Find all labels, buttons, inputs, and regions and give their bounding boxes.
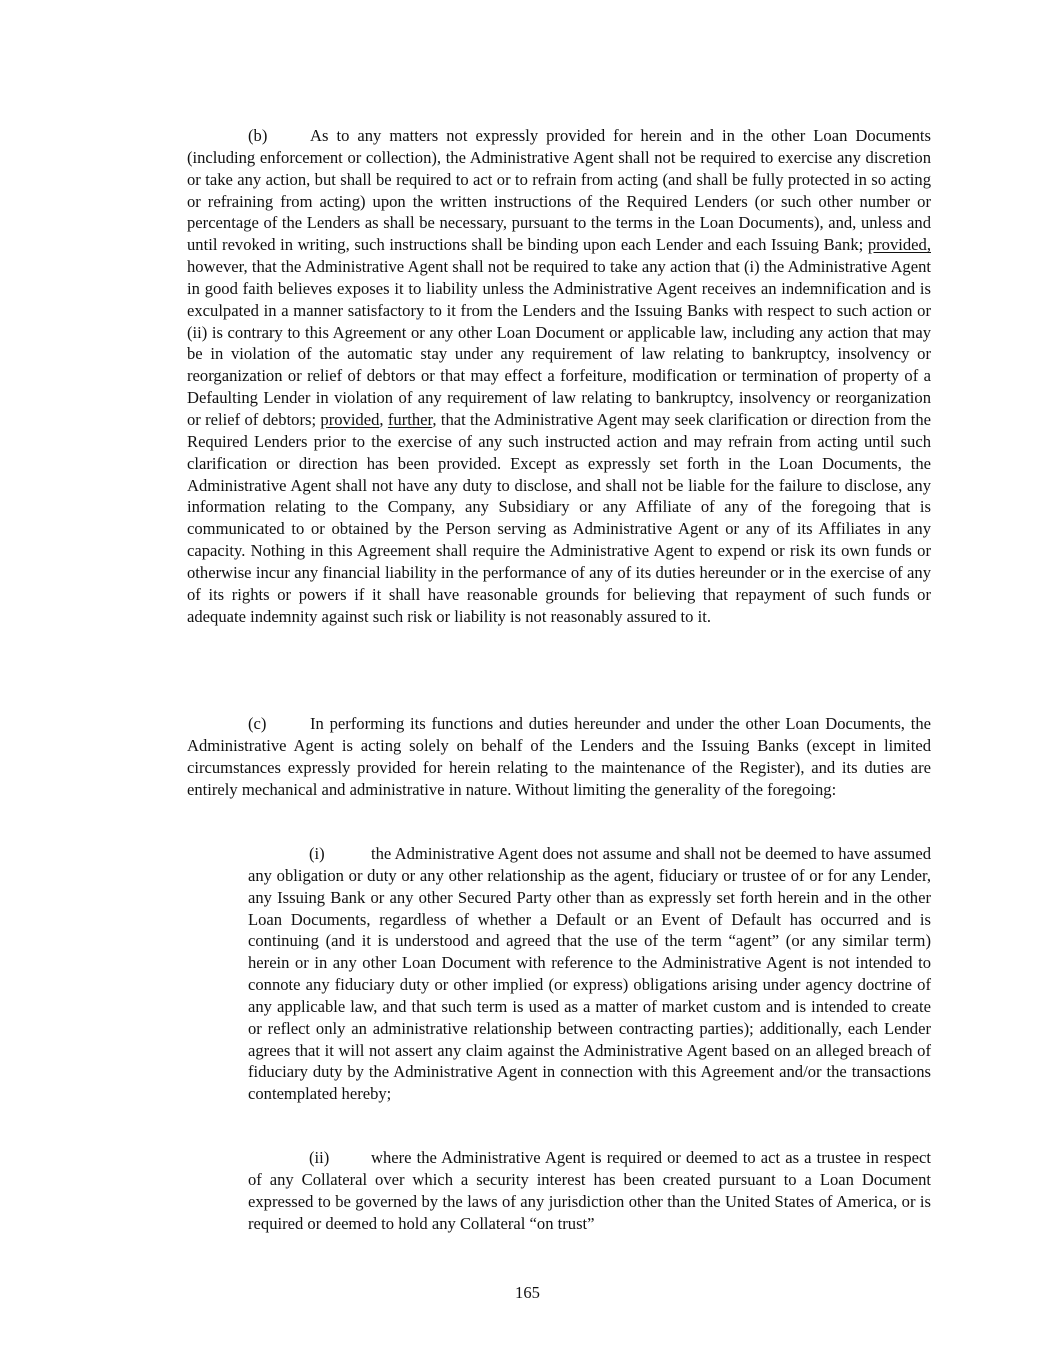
page-number: 165 (515, 1283, 540, 1302)
paragraph-b (187, 125, 931, 627)
clause-i-text: the Administrative Agent does not assume and shall not be deemed to have assumed any obligation or duty or any other relationship as the agent, fiduciary or trustee of or for any Lender, any Issuing Bank or any other Secured Party other than as expressly set forth herein and in the other Loan Documents, regardless of whether a Default or an Event of Default has occurred and is continuing (and it is understood and agreed that the use of the term “agent” (or any similar term) herein or in any other Loan Document with reference to the Administrative Agent is not intended to connote any fiduciary duty or other implied (or express) obligations arising under agency doctrine of any applicable law, and that such term is used as a matter of market custom and is intended to create or reflect only an administrative relationship between contracting parties); additionally, each Lender agrees that it will not assert any claim against the Administrative Agent based on an alleged breach of fiduciary duty by the Administrative Agent in connection with this Agreement and/or the transactions contemplated hereby; (248, 844, 931, 1104)
provided-term: provided, (867, 235, 931, 255)
clause-i-label: (i) (309, 844, 325, 863)
paragraph-b-label: (b) (248, 126, 268, 145)
clause-ii (248, 1147, 931, 1234)
clause-i (248, 843, 931, 1105)
term-separator: , (379, 409, 388, 429)
paragraph-b-text-1: As to any matters not expressly provided for herein and in the other Loan Documents (including enforcement or collection), the Administrative Agent shall not be required to exercise any discretion or take any action, but shall be required to act or to refrain from acting (and shall be fully protected in so acting or refraining from acting) upon the written instructions of the Required Lenders (or such other number or percentage of the Lenders as shall be necessary, pursuant to the terms in the Loan Documents), and, unless and until revoked in writing, such instructions shall be binding upon each Lender and each Issuing Bank; (187, 126, 931, 255)
further-term: further (387, 409, 433, 429)
paragraph-b-text-2: however, that the Administrative Agent shall not be required to take any action that (i) the Administrative Agent in good faith believes exposes it to liability unless the Administrative Agent receives an indemnification and is exculpated in a manner satisfactory to it from the Lenders and the Issuing Banks with respect to such action or (ii) is contrary to this Agreement or any other Loan Document or applicable law, including any action that may be in violation of the automatic stay under any requirement of law relating to bankruptcy, insolvency or reorganization or relief of debtors or that may effect a forfeiture, modification or termination of property of a Defaulting Lender in violation of any requirement of law relating to bankruptcy, insolvency or reorganization or relief of debtors; (187, 257, 931, 429)
provided-term-2: provided (320, 409, 380, 429)
paragraph-c-label: (c) (248, 714, 267, 733)
paragraph-c-text: In performing its functions and duties hereunder and under the other Loan Documents, the Administrative Agent is acting solely on behalf of the Lenders and the Issuing Banks (except in limited circumstances expressly provided for herein relating to the maintenance of the Register), and its duties are entirely mechanical and administrative in nature. Without limiting the generality of the foregoing: (187, 714, 931, 799)
clause-ii-text: where the Administrative Agent is required or deemed to act as a trustee in respect of any Collateral over which a security interest has been created pursuant to a Loan Document expressed to be governed by the laws of any jurisdiction other than the United States of America, or is required or deemed to hold any Collateral “on trust” (248, 1148, 931, 1233)
clause-ii-label: (ii) (309, 1148, 330, 1167)
paragraph-b-text-3: , that the Administrative Agent may seek clarification or direction from the Required Lenders prior to the exercise of any such instructed action and may refrain from acting until such clarification or direction has been provided. Except as expressly set forth in the Loan Documents, the Administrative Agent shall not have any duty to disclose, and shall not be liable for the failure to disclose, any information relating to the Company, any Subsidiary or any Affiliate of any of the foregoing that is communicated to or obtained by the Person serving as Administrative Agent or any of its Affiliates in any capacity. Nothing in this Agreement shall require the Administrative Agent to expend or risk its own funds or otherwise incur any financial liability in the performance of any of its duties hereunder or in the exercise of any of its rights or powers if it shall have reasonable grounds for believing that repayment of such funds or adequate indemnity against such risk or liability is not reasonably assured to it. (187, 409, 932, 626)
paragraph-c (187, 713, 931, 800)
